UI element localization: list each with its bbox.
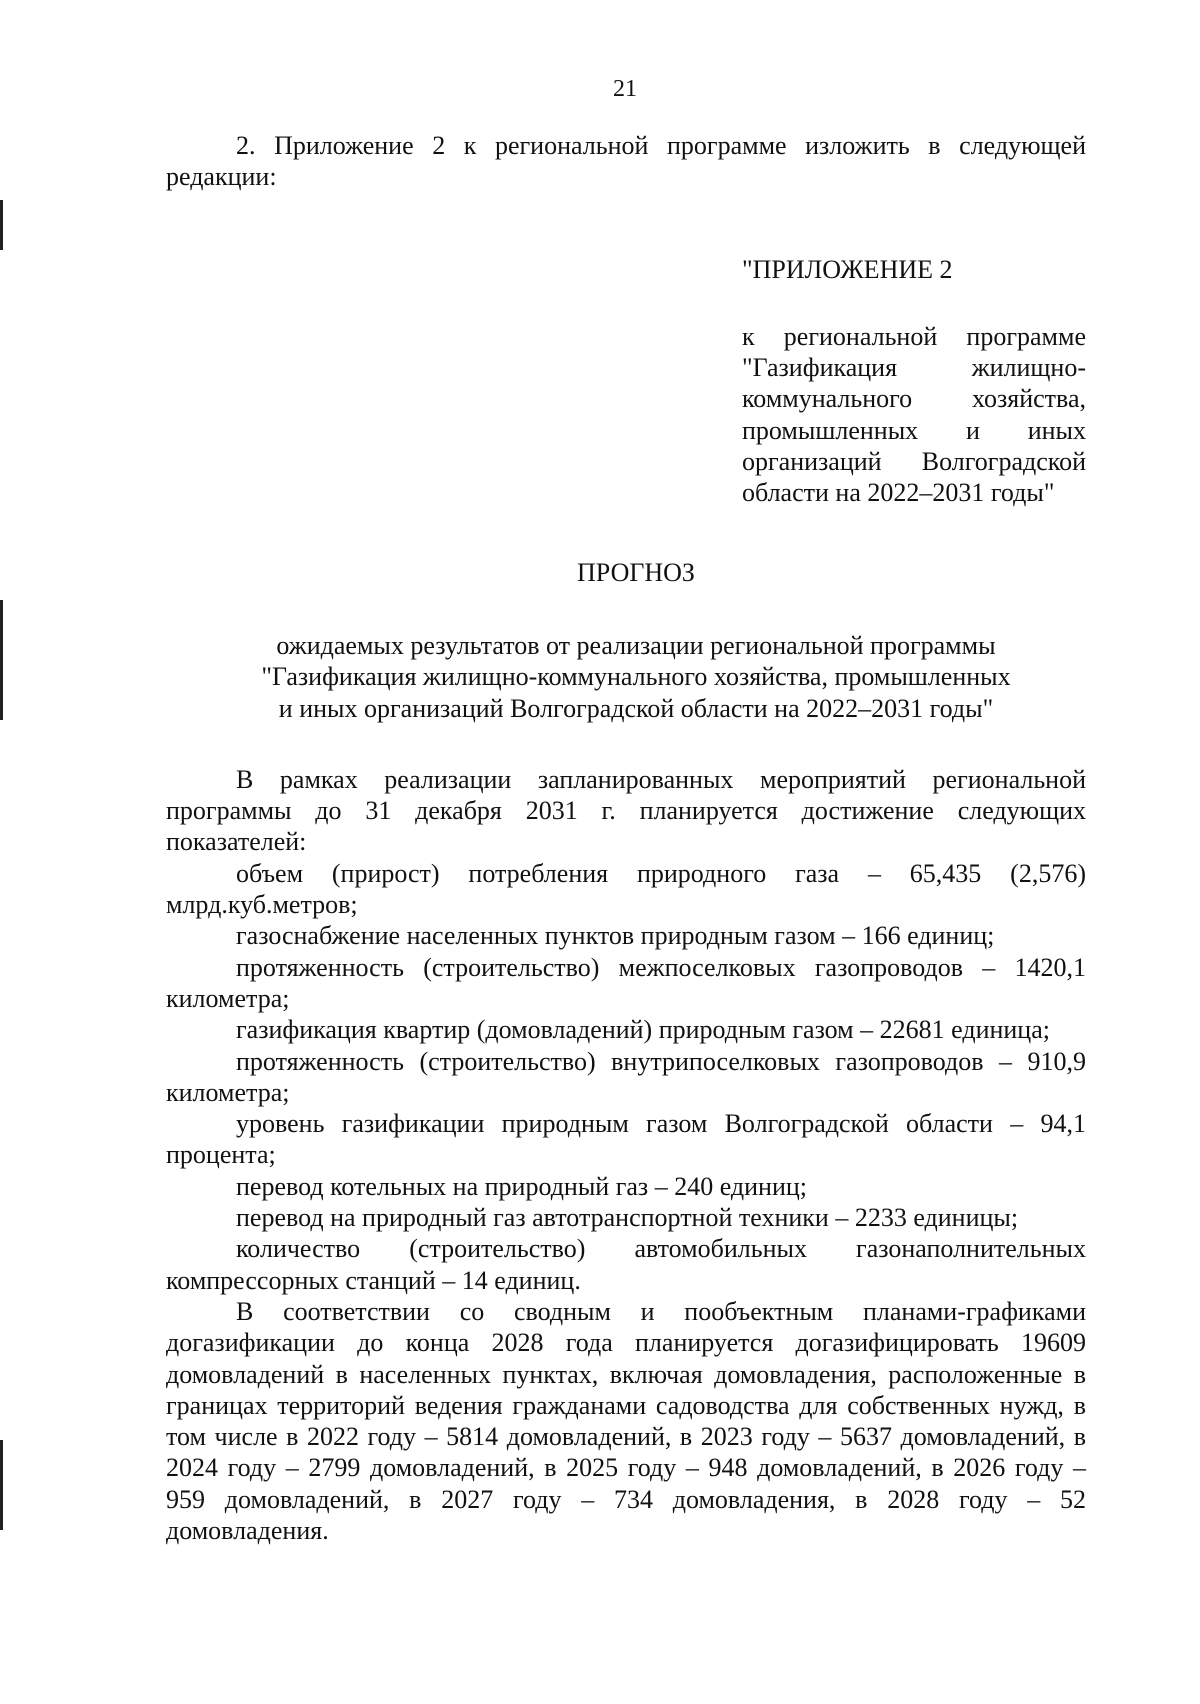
forecast-subtitle-line: "Газификация жилищно-коммунального хозяйства, промышленных: [261, 662, 1011, 692]
scan-edge-mark: [0, 600, 3, 720]
appendix-block: [742, 254, 1086, 509]
indicator-item: протяженность (строительство) внутрипоселковых газопроводов – 910,9 километра;: [166, 1046, 1086, 1107]
page-number: 21: [613, 76, 637, 102]
indicator-item: перевод котельных на природный газ – 240 единиц;: [236, 1171, 807, 1201]
scan-edge-mark: [0, 200, 3, 250]
forecast-title: ПРОГНОЗ: [577, 557, 695, 587]
scan-edge-mark: [0, 1440, 3, 1530]
indicator-item: объем (прирост) потребления природного газа – 65,435 (2,576) млрд.куб.метров;: [166, 858, 1086, 920]
indicator-item: газоснабжение населенных пунктов природным газом – 166 единиц;: [236, 921, 995, 951]
forecast-subtitle-line: ожидаемых результатов от реализации региональной программы: [276, 630, 996, 660]
appendix-title: "ПРИЛОЖЕНИЕ 2: [742, 254, 953, 284]
appendix-subtitle-text: к региональной программе "Газификация жилищно-коммунального хозяйства, промышленных и иных организаций Волгоградской области на 2022–2031 годы": [742, 321, 1086, 508]
indicator-item: газификация квартир (домовладений) природным газом – 22681 единица;: [236, 1015, 1050, 1045]
appendix-subtitle: [742, 321, 1086, 509]
indicator-item: уровень газификации природным газом Волгоградской области – 94,1 процента;: [166, 1109, 1086, 1170]
indicator-item: перевод на природный газ автотранспортной техники – 2233 единицы;: [236, 1203, 1019, 1233]
indicator-item: количество (строительство) автомобильных газонаполнительных компрессорных станций – 14 единиц.: [166, 1234, 1086, 1295]
forecast-subtitle-line: и иных организаций Волгоградской области на 2022–2031 годы": [278, 693, 994, 723]
intro-paragraph: 2. Приложение 2 к региональной программе изложить в следующей редакции:: [166, 131, 1086, 192]
lead-paragraph: В рамках реализации запланированных мероприятий региональной программы до 31 декабря 2031 г. планируется достижение следующих показателей:: [166, 764, 1086, 857]
indicator-item: протяженность (строительство) межпоселковых газопроводов – 1420,1 километра;: [166, 952, 1086, 1013]
closing-paragraph: В соответствии со сводным и пообъектным планами-графиками догазификации до конца 2028 года планируется догазифицировать 19609 домовладений в населенных пунктах, включая домовладения, расположенные в границах территорий ведения гражданами садоводства для собственных нужд, в том числе в 2022 году – 5814 домовладений, в 2023 году – 5637 домовладений, в 2024 году – 2799 домовладений, в 2025 году – 948 домовладений, в 2026 году – 959 домовладений, в 2027 году – 734 домовладения, в 2028 году – 52 домовладения.: [166, 1296, 1086, 1545]
document-content: [166, 130, 1086, 1546]
forecast-subtitle: [166, 630, 1106, 724]
